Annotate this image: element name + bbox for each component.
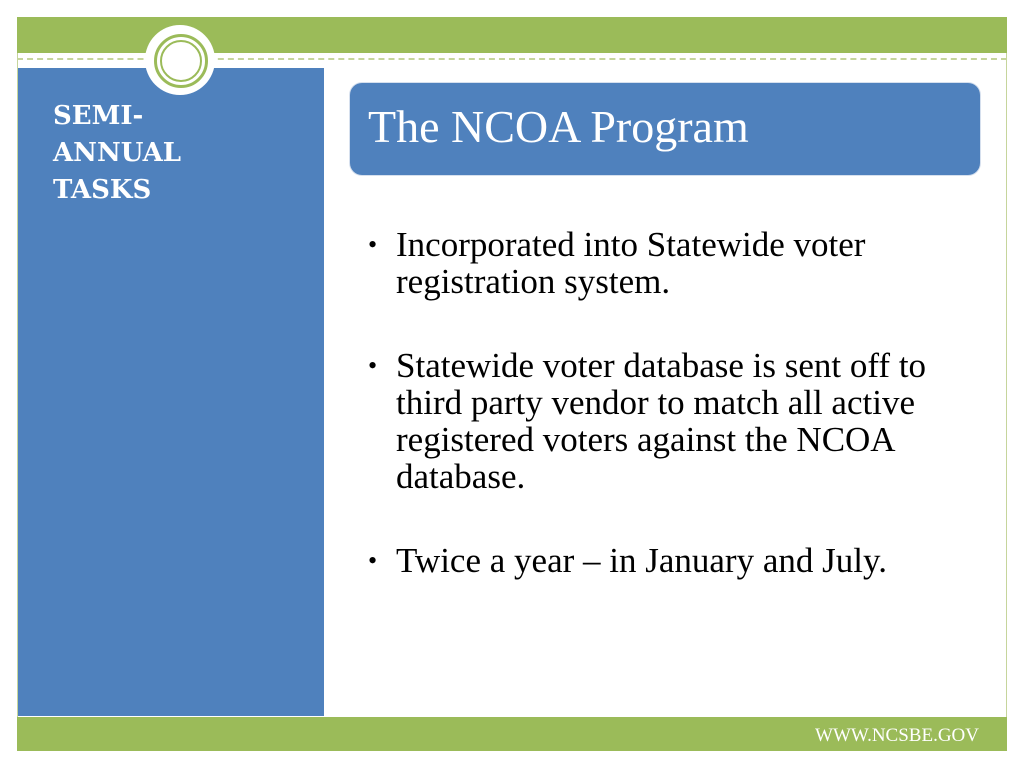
logo-inner-ring-icon xyxy=(160,40,202,82)
title-box xyxy=(350,83,980,175)
bullet-item: • Incorporated into Statewide voter registration system. xyxy=(368,226,968,300)
bullet-list xyxy=(368,226,968,626)
section-title: SEMI- ANNUAL TASKS xyxy=(53,101,182,205)
bullet-item: • Statewide voter database is sent off to third party vendor to match all active registered voters against the NCOA database. xyxy=(368,347,968,495)
bottom-green-band xyxy=(17,717,1007,751)
footer-url: WWW.NCSBE.GOV xyxy=(815,725,979,746)
bullet-item: • Twice a year – in January and July. xyxy=(368,542,968,579)
slide-title: The NCOA Program xyxy=(368,101,749,152)
